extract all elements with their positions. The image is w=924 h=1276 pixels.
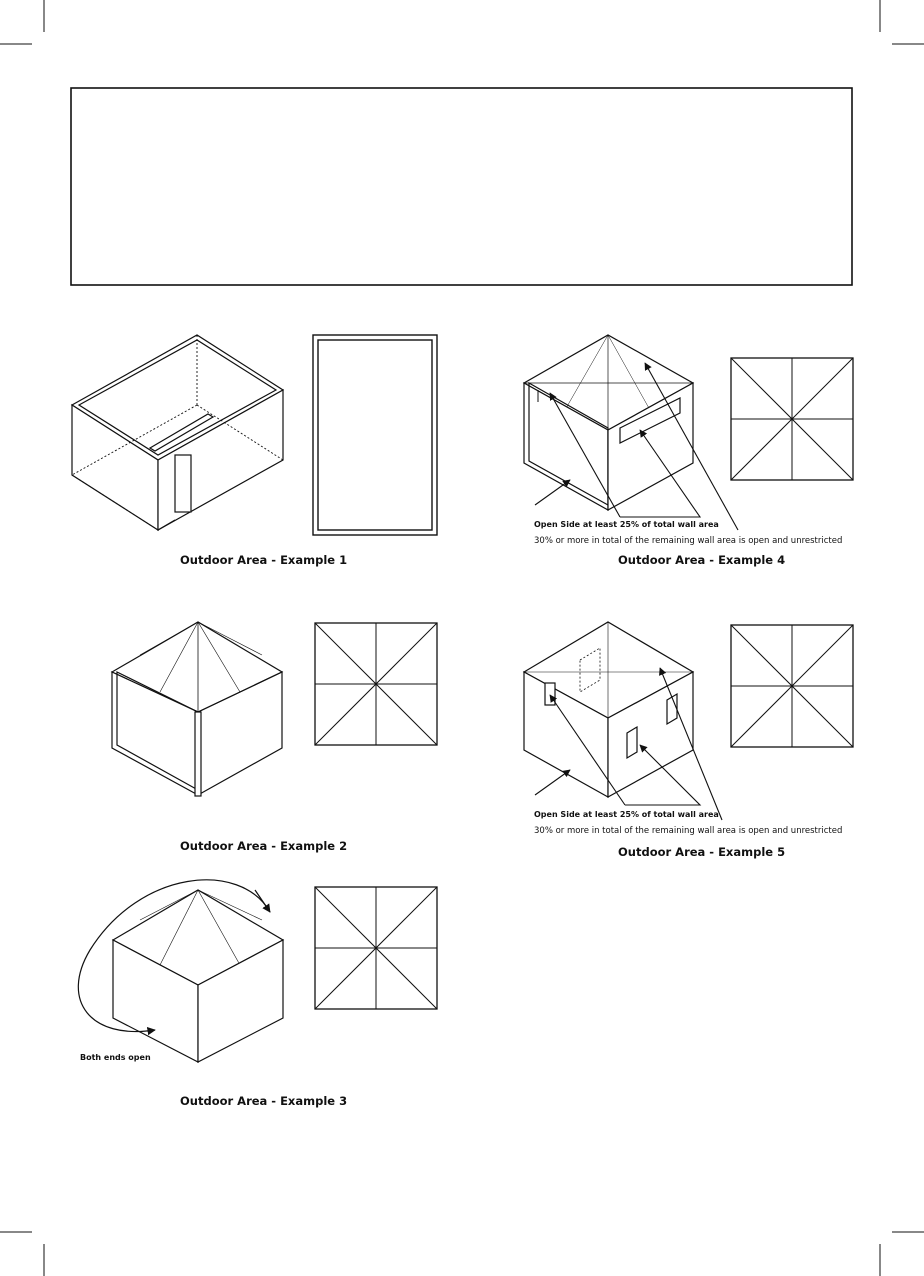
example-2-caption: Outdoor Area - Example 2 <box>180 839 348 853</box>
header-box <box>71 88 852 285</box>
example-4-caption: Outdoor Area - Example 4 <box>618 553 786 567</box>
example-1-isometric <box>72 335 283 530</box>
example-3-isometric <box>78 880 283 1062</box>
example-4-remaining-note: 30% or more in total of the remaining wall area is open and unrestricted <box>534 536 843 546</box>
example-5-plan <box>731 625 853 747</box>
example-5-caption: Outdoor Area - Example 5 <box>618 845 786 859</box>
example-5-open-side-note: Open Side at least 25% of total wall area <box>534 810 719 819</box>
example-3-plan <box>315 887 437 1009</box>
example-1-caption: Outdoor Area - Example 1 <box>180 553 348 567</box>
example-2-isometric <box>112 622 282 796</box>
example-4-isometric <box>524 335 693 510</box>
example-2-plan <box>315 623 437 745</box>
example-4-plan <box>731 358 853 480</box>
example-5-isometric <box>524 622 693 797</box>
example-4-open-side-note: Open Side at least 25% of total wall area <box>534 520 719 529</box>
example-3-annotation: Both ends open <box>80 1053 151 1062</box>
example-1-plan <box>313 335 437 535</box>
example-5-remaining-note: 30% or more in total of the remaining wall area is open and unrestricted <box>534 826 843 836</box>
example-3-caption: Outdoor Area - Example 3 <box>180 1094 348 1108</box>
